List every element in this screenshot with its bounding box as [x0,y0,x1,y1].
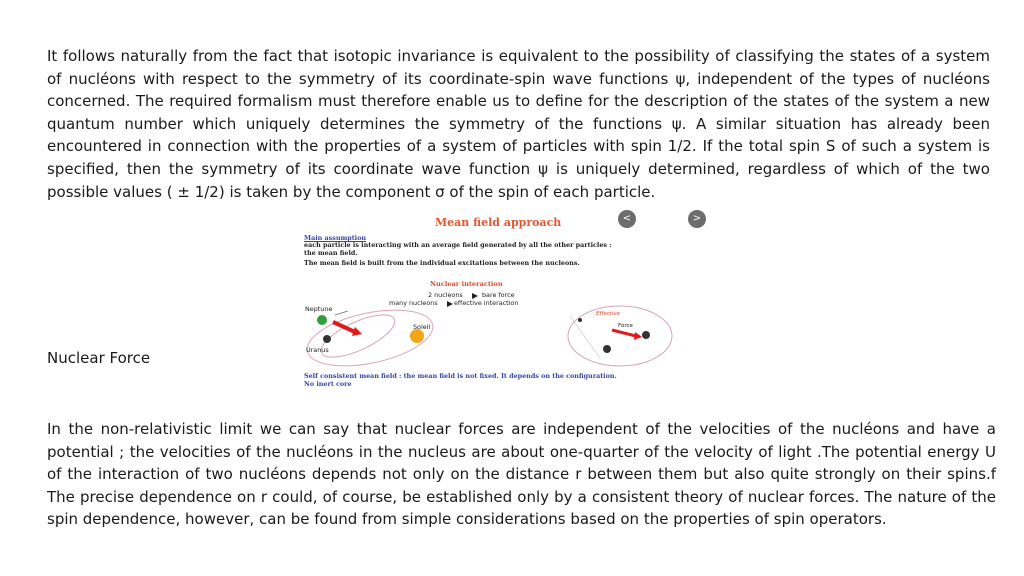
soleil-label: Soleil [413,323,431,331]
figure-title: Mean field approach [435,216,562,229]
figure-line-1: each particle is interacting with an average field generated by all the other particles : [304,241,612,249]
figure-footer-1: Self consistent mean field : the mean field is not fixed. It depends on the configuration. [304,372,617,380]
effective-label: Effective [596,311,621,317]
next-slide-button[interactable]: > [688,210,706,228]
intro-paragraph: It follows naturally from the fact that isotopic invariance is equivalent to the possibility of classifying the states of a system of nucléons with respect to the symmetry of its coordinate-spin wave functions ψ, independent of the types of nucléons concerned. The required formalism must therefore enable us to define for the description of the states of the system a new quantum number which uniquely determines the symmetry of the functions ψ. A similar situation has already been encountered in connection with the properties of a system of particles with spin 1/2. If the total spin S of such a system is specified, then the symmetry of its coordinate wave function ψ is uniquely determined, regardless of which of the two possible values ( ± 1/2) is taken by the component σ of the spin of each particle. [47,47,990,201]
mean-field-figure [300,208,712,390]
force-arrow-right [612,330,636,336]
nuclear-force-paragraph: In the non-relativistic limit we can say that nuclear forces are independent of the velocities of the nucléons and have a potential ; the velocities of the nucléons in the nucleus are about one-quarter of the velocity of light .The potential energy U of the interaction of two nucléons depends not only on the distance r between them but also quite strongly on their spins.f The precise dependence on r could, of course, be established only by a consistent theory of nuclear forces. The nature of the spin dependence, however, can be found from simple considerations based on the properties of spin operators. [47,420,996,529]
figure-line-3: The mean field is built from the individual excitations between the nucleons. [304,259,580,267]
uranus-label: Uranus [306,346,329,354]
force-line [335,311,348,315]
effective-interaction-label: effective interaction [454,299,519,307]
many-nucleons-label: many nucleons [389,299,438,307]
figure-footer-2: No inert core [304,380,352,388]
right-planet-center [642,331,650,339]
right-planet-small [578,318,582,322]
sun [410,329,424,343]
arrow-head-right [634,332,642,340]
arrow-effective [447,301,453,307]
figure-heading: Main assumption [304,234,367,242]
two-nucleons-label: 2 nucleons [428,291,463,299]
section-label: Nuclear Force [47,349,151,367]
right-planet-dark [603,345,611,353]
interaction-title: Nuclear interaction [430,280,503,288]
right-orbit-line [570,316,600,358]
prev-slide-button[interactable]: < [618,210,636,228]
neptune-planet [317,315,327,325]
arrow-head-left [352,327,362,336]
bare-force-label: bare force [482,291,515,299]
force-label: Force [618,323,633,329]
uranus-planet [323,335,331,343]
figure-line-2: the mean field. [304,249,358,257]
neptune-label: Neptune [305,305,333,313]
